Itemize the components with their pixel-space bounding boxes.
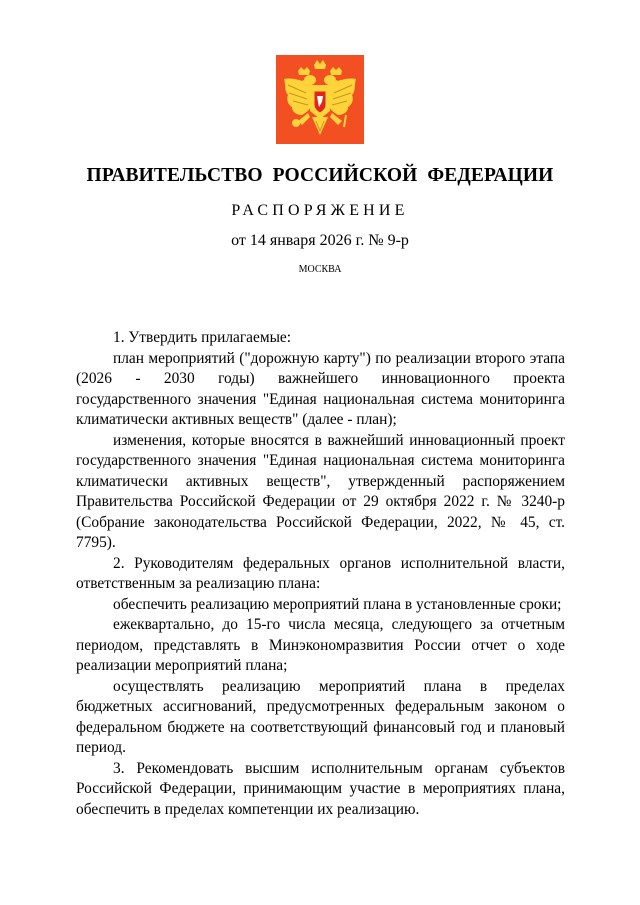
coat-of-arms-icon xyxy=(276,55,364,144)
document-type: РАСПОРЯЖЕНИЕ xyxy=(231,202,409,219)
paragraph: 3. Рекомендовать высшим исполнительным органам субъектов Российской Федерации, принимающим участие в мероприятиях плана, обеспечить в пределах компетенции их реализацию. xyxy=(76,759,565,818)
paragraph: обеспечить реализацию мероприятий плана в установленные сроки; xyxy=(113,595,562,613)
document-date-number: от 14 января 2026 г. № 9-р xyxy=(231,232,409,249)
paragraph: план мероприятий ("дорожную карту") по реализации второго этапа (2026 - 2030 годы) важнейшего инновационного проекта государственного значения "Единая национальная система мониторинга климатически активных веществ" (далее - план); xyxy=(76,349,565,428)
paragraph: ежеквартально, до 15-го числа месяца, следующего за отчетным периодом, представлять в Минэкономразвития России отчет о ходе реализации мероприятий плана; xyxy=(76,616,565,674)
paragraph: осуществлять реализацию мероприятий плана в пределах бюджетных ассигнований, предусмотренных федеральным законом о федеральном бюджете на соответствующий финансовый год и плановый период. xyxy=(76,677,565,756)
paragraph: 1. Утвердить прилагаемые: xyxy=(113,329,292,346)
document-body xyxy=(76,328,565,820)
organization-title: ПРАВИТЕЛЬСТВО РОССИЙСКОЙ ФЕДЕРАЦИИ xyxy=(86,165,554,186)
issue-city: МОСКВА xyxy=(298,264,342,275)
paragraph: 2. Руководителям федеральных органов исполнительной власти, ответственным за реализацию плана: xyxy=(76,554,565,592)
paragraph: изменения, которые вносятся в важнейший инновационный проект государственного значения "Единая национальная система мониторинга климатически активных веществ", утвержденный распоряжением Правительства Российской Федерации от 29 октября 2022 г. № 3240-р (Собрание законодательства Российской Федерации, 2022, № 45, ст. 7795). xyxy=(76,431,565,551)
